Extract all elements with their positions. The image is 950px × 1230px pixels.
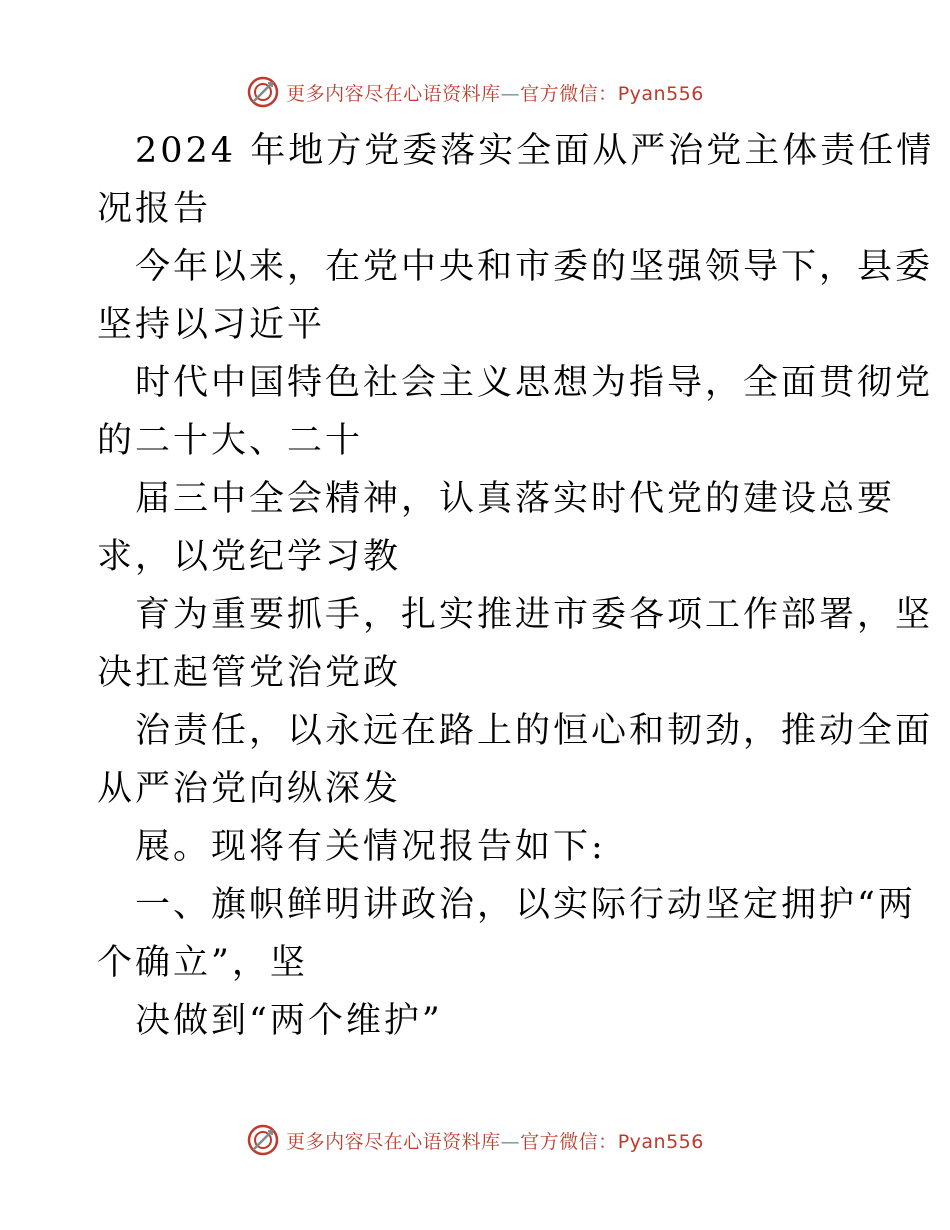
watermark-text xyxy=(286,79,704,106)
footer-watermark xyxy=(0,1120,950,1160)
text-line: 决扛起管党治党政 xyxy=(97,653,402,693)
brand-logo-icon xyxy=(246,75,280,109)
document-body xyxy=(97,122,935,1050)
text-line: 决做到“两个维护” xyxy=(135,1001,443,1041)
watermark-dash: — xyxy=(500,82,521,105)
watermark-dash: — xyxy=(500,1130,521,1153)
brand-logo-icon xyxy=(246,1123,280,1157)
text-line: 2024 年地方党委落实全面从严治党主体责任情 xyxy=(135,131,935,171)
text-line: 从严治党向纵深发 xyxy=(97,769,402,809)
text-line: 展。现将有关情况报告如下: xyxy=(135,827,606,867)
text-line: 治责任，以永远在路上的恒心和韧劲，推动全面 xyxy=(135,711,934,751)
text-line: 时代中国特色社会主义思想为指导，全面贯彻党 xyxy=(135,363,934,403)
header-watermark xyxy=(0,72,950,112)
watermark-wechat-label: 官方微信： xyxy=(520,1130,618,1153)
watermark-main: 更多内容尽在心语资料库 xyxy=(286,82,501,105)
text-line: 届三中全会精神，认真落实时代党的建设总要 xyxy=(135,479,896,519)
watermark-wechat-label: 官方微信： xyxy=(520,82,618,105)
text-line: 育为重要抓手，扎实推进市委各项工作部署，坚 xyxy=(135,595,934,635)
watermark-text xyxy=(286,1127,704,1154)
text-line: 的二十大、二十 xyxy=(97,421,364,461)
watermark-wechat-id: Pyan556 xyxy=(617,82,704,105)
watermark-wechat-id: Pyan556 xyxy=(617,1130,704,1153)
text-line: 个确立”，坚 xyxy=(97,943,308,983)
text-line: 今年以来，在党中央和市委的坚强领导下，县委 xyxy=(135,247,934,287)
text-line: 坚持以习近平 xyxy=(97,305,326,345)
text-line: 一、旗帜鲜明讲政治，以实际行动坚定拥护“两 xyxy=(135,885,916,925)
watermark-main: 更多内容尽在心语资料库 xyxy=(286,1130,501,1153)
text-line: 求，以党纪学习教 xyxy=(97,537,402,577)
text-line: 况报告 xyxy=(97,189,212,229)
